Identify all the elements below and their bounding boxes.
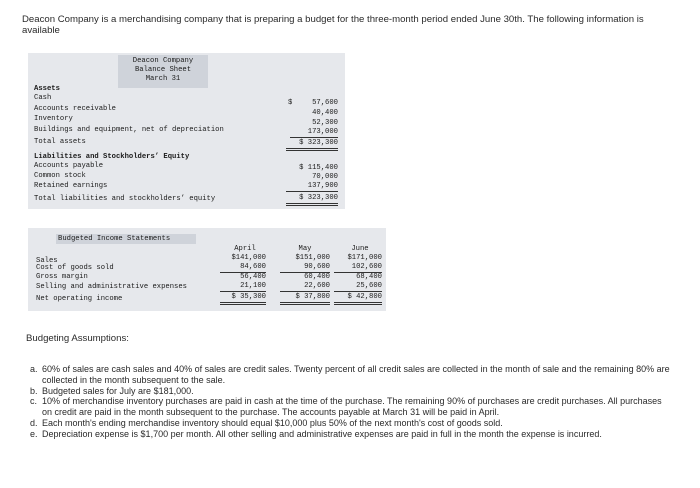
month-header-may: May bbox=[298, 245, 312, 253]
assumption-item bbox=[30, 396, 670, 418]
company-name: Deacon Company bbox=[132, 57, 194, 65]
assumption-letter: e. bbox=[30, 428, 38, 439]
asset-value: 52,300 bbox=[312, 119, 338, 127]
gross-margin-may: 60,400 bbox=[304, 273, 330, 281]
liability-label: Retained earnings bbox=[34, 182, 108, 190]
assumptions-title: Budgeting Assumptions: bbox=[26, 333, 129, 344]
sales-label: Sales bbox=[36, 257, 58, 265]
asset-value: 40,400 bbox=[312, 109, 338, 117]
asset-value: 173,000 bbox=[290, 128, 338, 138]
assumption-letter: d. bbox=[30, 417, 38, 428]
liability-value: 70,000 bbox=[312, 173, 338, 181]
sga-april: 21,100 bbox=[220, 282, 266, 292]
assumption-item bbox=[30, 386, 670, 397]
assumption-text: Budgeted sales for July are $181,000. bbox=[42, 385, 194, 396]
liability-value: 137,900 bbox=[286, 182, 338, 192]
cogs-label: Cost of goods sold bbox=[36, 264, 114, 272]
asset-dollar-sign: $ bbox=[288, 99, 293, 107]
sales-may: $151,000 bbox=[295, 254, 330, 262]
asset-value: 57,600 bbox=[312, 99, 338, 107]
asset-label: Buildings and equipment, net of depreciation bbox=[34, 126, 224, 134]
net-income-may: $ 37,800 bbox=[280, 293, 330, 305]
gross-margin-label: Gross margin bbox=[36, 273, 88, 281]
net-income-label: Net operating income bbox=[36, 295, 123, 303]
assumption-letter: a. bbox=[30, 364, 38, 374]
month-header-june: June bbox=[351, 245, 369, 253]
total-liabilities-label: Total liabilities and stockholders’ equity bbox=[34, 195, 216, 203]
sga-june: 25,600 bbox=[334, 282, 382, 292]
asset-label: Cash bbox=[34, 94, 52, 102]
assumption-text: 60% of sales are cash sales and 40% of sales are credit sales. Twenty percent of all credit sales are collected in the month of sale and the remaining 80% are collected in the month subsequent to the sale. bbox=[42, 364, 670, 385]
assumption-text: Each month's ending merchandise inventory should equal $10,000 plus 50% of the next month's cost of goods sold. bbox=[42, 417, 503, 428]
assumption-item bbox=[30, 364, 670, 386]
asset-label: Accounts receivable bbox=[34, 105, 116, 113]
month-header-april: April bbox=[234, 245, 256, 253]
assumption-item bbox=[30, 418, 670, 429]
assumption-letter: c. bbox=[30, 396, 38, 407]
total-assets-value: $ 323,300 bbox=[286, 139, 338, 151]
cogs-may: 90,600 bbox=[280, 263, 330, 273]
assets-heading: Assets bbox=[34, 85, 60, 93]
sales-june: $171,000 bbox=[347, 254, 382, 262]
income-statements-title: Budgeted Income Statements bbox=[58, 235, 171, 243]
sga-label: Selling and administrative expenses bbox=[36, 283, 187, 291]
liability-label: Accounts payable bbox=[34, 162, 104, 170]
sga-may: 22,600 bbox=[280, 282, 330, 292]
total-liabilities-value: $ 323,300 bbox=[286, 194, 338, 206]
statement-name: Balance Sheet bbox=[134, 66, 192, 74]
total-assets-label: Total assets bbox=[34, 138, 86, 146]
liabilities-heading: Liabilities and Stockholders’ Equity bbox=[34, 153, 190, 161]
net-income-june: $ 42,800 bbox=[334, 293, 382, 305]
assumption-text: Depreciation expense is $1,700 per month. All other selling and administrative expenses are paid in full in the month the expense is incurred. bbox=[42, 428, 602, 439]
sales-april: $141,000 bbox=[231, 254, 266, 262]
assumption-letter: b. bbox=[30, 385, 38, 396]
asset-label: Inventory bbox=[34, 115, 73, 123]
assumption-text: 10% of merchandise inventory purchases are paid in cash at the time of the purchase. The remaining 90% of purchases are credit purchases. All purchases on credit are paid in the month subsequent to the purchase. The accounts payable at March 31 will be paid in April. bbox=[42, 396, 662, 418]
intro-text: Deacon Company is a merchandising company that is preparing a budget for the three-month period ended June 30th. The following information is available bbox=[22, 14, 644, 36]
liability-label: Common stock bbox=[34, 172, 86, 180]
cogs-april: 84,600 bbox=[220, 263, 266, 273]
assumption-item bbox=[30, 429, 670, 440]
cogs-june: 102,600 bbox=[334, 263, 382, 273]
gross-margin-june: 68,400 bbox=[356, 273, 382, 281]
net-income-april: $ 35,300 bbox=[220, 293, 266, 305]
liability-value: $ 115,400 bbox=[299, 164, 338, 172]
statement-date: March 31 bbox=[145, 75, 181, 83]
assumptions-list bbox=[30, 364, 670, 440]
gross-margin-april: 56,400 bbox=[240, 273, 266, 281]
